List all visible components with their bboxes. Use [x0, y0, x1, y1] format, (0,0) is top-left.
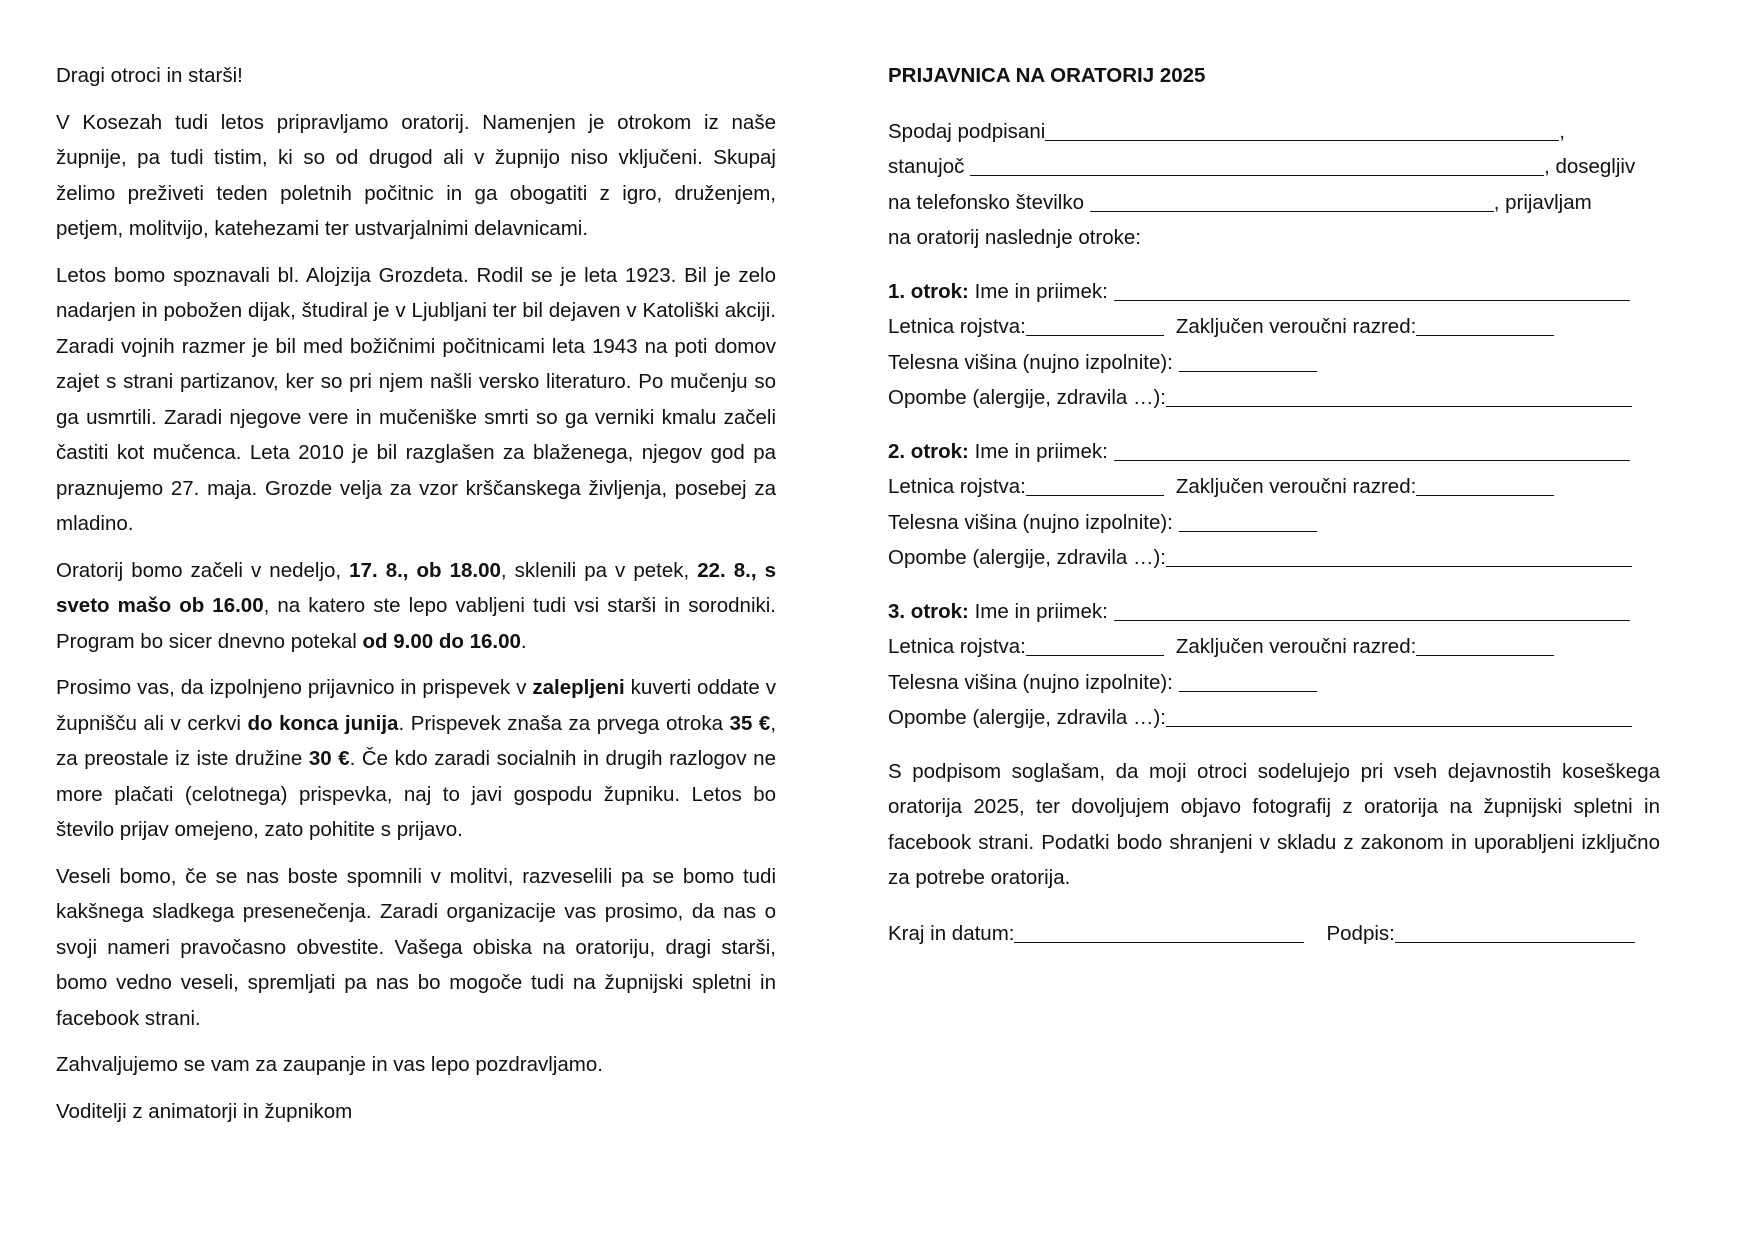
child-3-class-field[interactable] [1416, 633, 1554, 656]
name-label: Ime in priimek: [968, 599, 1114, 623]
phone-label: na telefonsko številko [888, 190, 1090, 214]
child-2-notes-field[interactable] [1166, 544, 1632, 567]
deadline: do konca junija [247, 711, 399, 735]
letter-paragraph-thanks: Zahvaljujemo se vam za zaupanje in vas lepo pozdravljamo. [56, 1053, 603, 1076]
height-label: Telesna višina (nujno izpolnite): [888, 670, 1179, 694]
text: , prijavljam [1493, 190, 1592, 214]
text: , na katero ste lepo vabljeni tudi vsi starši in sorodniki. Program bo sicer dnevno potekal [56, 594, 776, 653]
consent-statement: S podpisom soglašam, da moji otroci sodelujejo pri vseh dejavnostih koseškega oratorija 2025, ter dovoljujem objavo fotografij z oratorija na župnijski spletni in facebook strani. Podatki bodo shranjeni v skladu z zakonom in uporabljeni izključno za potrebe oratorija. [888, 759, 1660, 889]
form-title: PRIJAVNICA NA ORATORIJ 2025 [888, 64, 1206, 87]
child-1-name-field[interactable] [1114, 278, 1630, 301]
child-2-name-field[interactable] [1114, 438, 1630, 461]
text: . [520, 629, 527, 653]
name-label: Ime in priimek: [968, 279, 1114, 303]
notes-label: Opombe (alergije, zdravila …): [888, 546, 1166, 569]
class-label: Zaključen veroučni razred: [1175, 475, 1417, 498]
child-3-notes-field[interactable] [1166, 704, 1632, 727]
child-2-class-field[interactable] [1416, 473, 1554, 496]
text: , dosegljiv [1544, 155, 1636, 178]
text: . Če kdo zaradi socialnih in drugih razlogov ne more plačati (celotnega) prispevka, naj to javi gospodu župniku. Letos bo število prijav omejeno, zato pohitite s prijavo. [56, 747, 776, 841]
birth-year-label: Letnica rojstva: [888, 315, 1026, 338]
child-1-class-field[interactable] [1416, 313, 1554, 336]
registration-form [888, 58, 1660, 951]
notes-label: Opombe (alergije, zdravila …): [888, 386, 1166, 409]
letter-paragraph-patron: Letos bomo spoznavali bl. Alojzija Grozdeta. Rodil se je leta 1923. Bil je zelo nadarjen in pobožen dijak, študiral je v Ljubljani ter bil dejaven v Katoliški akciji. Zaradi vojnih razmer je bil med božičnimi počitnicami leta 1943 na poti domov zajet s strani partizanov, ker so pri njem našli versko literaturo. Po mučenju so ga usmrtili. Zaradi njegove vere in mučeniške smrti so ga verniki kmalu začeli častiti kot mučenca. Leta 2010 je bil razglašen za blaženega, njegov god pa praznujemo 27. maja. Grozde velja za vzor krščanskega življenja, posebej za mladino. [56, 263, 776, 535]
child-number: 1. otrok: [888, 279, 969, 303]
sealed-emphasis: zalepljeni [532, 676, 625, 699]
name-label: Ime in priimek: [968, 439, 1114, 463]
child-3-name-field[interactable] [1114, 598, 1630, 621]
text: kuverti oddate v župnišču ali v cerkvi [56, 676, 776, 735]
child-number: 2. otrok: [888, 439, 969, 463]
height-label: Telesna višina (nujno izpolnite): [888, 350, 1179, 374]
place-date-field[interactable] [1014, 920, 1304, 943]
text: , sklenili pa v petek, [500, 558, 698, 582]
notes-label: Opombe (alergije, zdravila …): [888, 706, 1166, 729]
letter-paragraph-fees [56, 670, 776, 848]
start-date: 17. 8., ob 18.00 [349, 558, 501, 582]
height-label: Telesna višina (nujno izpolnite): [888, 510, 1179, 534]
birth-year-label: Letnica rojstva: [888, 635, 1026, 658]
letter-column [56, 58, 776, 1140]
residing-label: stanujoč [888, 155, 971, 178]
letter-paragraph-schedule [56, 553, 776, 660]
intro-closing: na oratorij naslednje otroke: [888, 226, 1141, 249]
text: . Prispevek znaša za prvega otroka [398, 711, 730, 735]
signature-field[interactable] [1395, 920, 1635, 943]
child-1-height-field[interactable] [1179, 349, 1317, 372]
fee-sibling: 30 € [308, 747, 350, 770]
child-3-birth-year-field[interactable] [1026, 633, 1164, 656]
child-2-birth-year-field[interactable] [1026, 473, 1164, 496]
text: , [1559, 119, 1565, 143]
parent-name-field[interactable] [1045, 118, 1559, 141]
child-2-height-field[interactable] [1179, 509, 1317, 532]
child-number: 3. otrok: [888, 599, 969, 623]
text: Prosimo vas, da izpolnjeno prijavnico in prispevek v [56, 676, 533, 699]
fee-first-child: 35 € [729, 711, 771, 735]
signed-label: Spodaj podpisani [888, 119, 1046, 143]
text: Oratorij bomo začeli v nedeljo, [56, 558, 350, 582]
text: , za preostale iz iste družine [56, 711, 777, 770]
child-1-section [888, 274, 1660, 416]
letter-paragraph-intro: V Kosezah tudi letos pripravljamo oratorij. Namenjen je otrokom iz naše župnije, pa tudi tistim, ki so od drugod ali v župnijo niso vključeni. Skupaj želimo preživeti teden poletnih počitnic in ga obogatiti z igro, druženjem, petjem, molitvijo, katehezami ter ustvarjalnimi delavnicami. [56, 110, 776, 240]
signature-row [888, 916, 1660, 952]
place-date-label: Kraj in datum: [888, 921, 1015, 945]
child-2-section [888, 434, 1660, 576]
end-date: 22. 8., s sveto mašo ob 16.00 [56, 558, 776, 617]
child-3-section [888, 594, 1660, 736]
letter-signature: Voditelji z animatorji in župnikom [56, 1099, 353, 1123]
letter-paragraph-prayer: Veseli bomo, če se nas boste spomnili v molitvi, razveselili pa se bomo tudi kakšnega sladkega presenečenja. Zaradi organizacije vas prosimo, da nas o svoji nameri pravočasno obvestite. Vašega obiska na oratoriju, dragi starši, bomo vedno veseli, spremljati pa nas bo mogoče tudi na župnijski spletni in facebook strani. [56, 864, 776, 1030]
daily-hours: od 9.00 do 16.00 [362, 629, 521, 653]
child-1-birth-year-field[interactable] [1026, 313, 1164, 336]
child-3-height-field[interactable] [1179, 669, 1317, 692]
class-label: Zaključen veroučni razred: [1175, 635, 1417, 658]
child-1-notes-field[interactable] [1166, 384, 1632, 407]
parent-info [888, 114, 1660, 256]
birth-year-label: Letnica rojstva: [888, 475, 1026, 498]
class-label: Zaključen veroučni razred: [1175, 315, 1417, 338]
phone-field[interactable] [1090, 189, 1494, 212]
address-field[interactable] [970, 153, 1544, 176]
signature-label: Podpis: [1326, 921, 1395, 945]
letter-greeting: Dragi otroci in starši! [56, 64, 243, 87]
